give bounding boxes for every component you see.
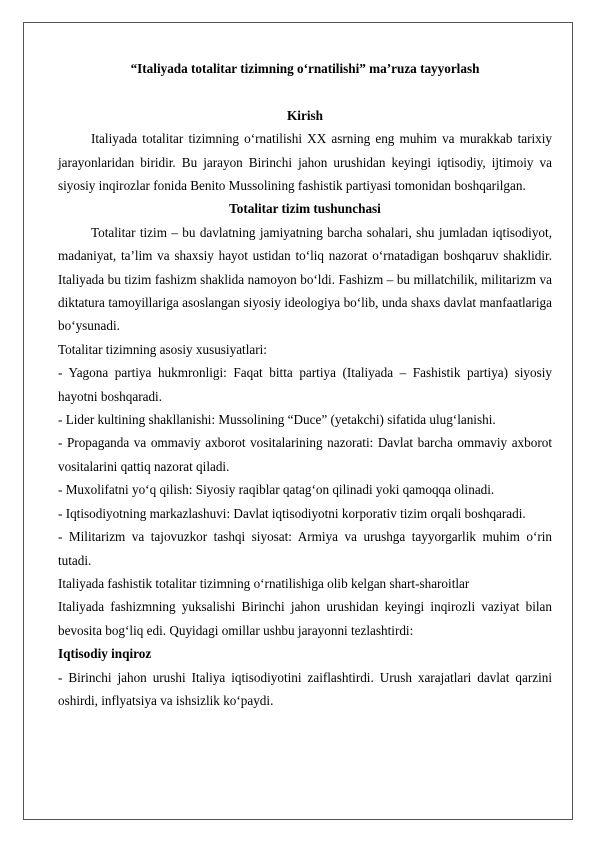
concept-heading: Totalitar tizim tushunchasi: [229, 201, 381, 217]
document-title: “Italiyada totalitar tizimning o‘rnatilishi” ma’ruza tayyorlash: [130, 61, 480, 76]
document-body: [58, 57, 552, 712]
feature-item: - Iqtisodiyotning markazlashuvi: Davlat iqtisodiyotni korporativ tizim orqali boshqaradi.: [58, 505, 526, 521]
conditions-heading: Italiyada fashistik totalitar tizimning o‘rnatilishiga olib kelgan shart-sharoitlar: [58, 575, 470, 591]
intro-heading: Kirish: [287, 107, 323, 123]
feature-item: - Yagona partiya hukmronligi: Faqat bitta partiya (Italiyada – Fashistik partiya) siyosiy hayotni boshqaradi.: [58, 365, 552, 404]
feature-item: - Militarizm va tajovuzkor tashqi siyosat: Armiya va urushga tayyorgarlik muhim o‘rin tutadi.: [58, 529, 552, 568]
features-heading: Totalitar tizimning asosiy xususiyatlari:: [58, 341, 267, 357]
feature-item: - Lider kultining shakllanishi: Mussolining “Duce” (yetakchi) sifatida ulug‘lanishi.: [58, 412, 496, 428]
economic-paragraph: - Birinchi jahon urushi Italiya iqtisodiyotini zaiflashtirdi. Urush xarajatlari davlat qarzini oshirdi, inflyatsiya va ishsizlik ko‘paydi.: [58, 669, 552, 708]
conditions-paragraph: Italiyada fashizmning yuksalishi Birinchi jahon urushidan keyingi inqirozli vaziyat bilan bevosita bog‘liq edi. Quyidagi omillar ushbu jarayonni tezlashtirdi:: [58, 599, 552, 638]
features-list: [58, 361, 552, 572]
feature-item: - Propaganda va ommaviy axborot vositalarining nazorati: Davlat barcha ommaviy axborot vositalarini qattiq nazorat qiladi.: [58, 435, 552, 474]
concept-paragraph: Totalitar tizim – bu davlatning jamiyatning barcha sohalari, shu jumladan iqtisodiyot, madaniyat, ta’lim va shaxsiy hayot ustidan to‘liq nazorat o‘rnatadigan boshqaruv shaklidir. Italiyada bu tizim fashizm shaklida namoyon bo‘ldi. Fashizm – bu millatchilik, militarizm va diktatura tamoyillariga asoslangan siyosiy ideologiya bo‘lib, unda shaxs davlat manfaatlariga bo‘ysunadi.: [58, 224, 552, 334]
intro-paragraph: Italiyada totalitar tizimning o‘rnatilishi XX asrning eng muhim va murakkab tarixiy jarayonlaridan biridir. Bu jarayon Birinchi jahon urushidan keyingi iqtisodiy, ijtimoiy va siyosiy inqirozlar fonida Benito Mussolining fashistik partiyasi tomonidan boshqarilgan.: [58, 131, 552, 194]
economic-heading: Iqtisodiy inqiroz: [58, 646, 152, 662]
title-spacer: [58, 80, 552, 103]
feature-item: - Muxolifatni yo‘q qilish: Siyosiy raqiblar qatag‘on qilinadi yoki qamoqqa olinadi.: [58, 482, 495, 498]
